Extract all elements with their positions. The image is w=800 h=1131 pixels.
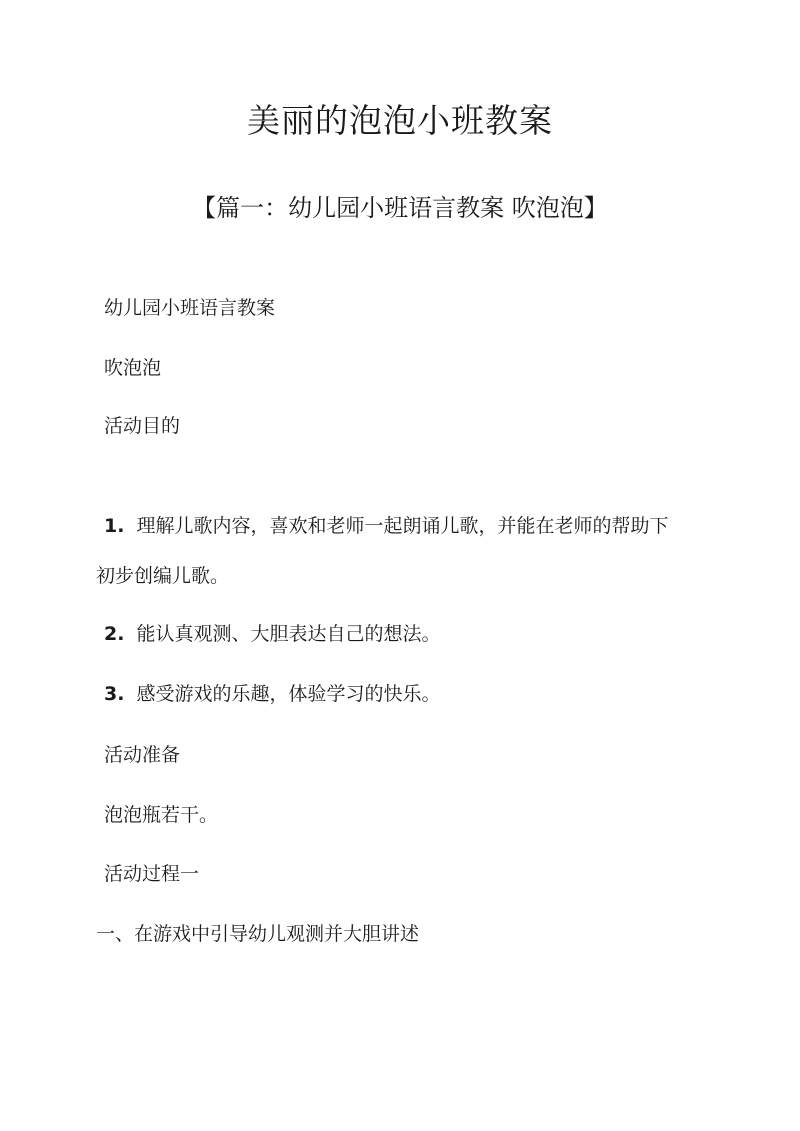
goal-item-3 (104, 680, 440, 708)
goal-text-2: 能认真观测、大胆表达自己的想法。 (136, 623, 441, 645)
paragraph-lesson-name: 幼儿园小班语言教案 (104, 297, 276, 319)
goal-number-2: 2. (104, 623, 125, 645)
heading-activity-process: 活动过程一 (104, 863, 200, 885)
paragraph-topic: 吹泡泡 (104, 357, 162, 379)
paragraph-step-one: 一、在游戏中引导幼儿观测并大胆讲述 (96, 923, 420, 945)
document-subtitle: 【篇一：幼儿园小班语言教案 吹泡泡】 (192, 194, 608, 222)
goal-number-1: 1. (104, 515, 125, 537)
heading-activity-preparation: 活动准备 (104, 744, 181, 766)
document-title: 美丽的泡泡小班教案 (247, 101, 553, 140)
goal-item-1-continuation: 初步创编儿歌。 (96, 565, 230, 587)
goal-item-2 (104, 620, 440, 648)
goal-number-3: 3. (104, 683, 125, 705)
goal-text-1: 理解儿歌内容，喜欢和老师一起朗诵儿歌，并能在老师的帮助下 (136, 515, 669, 537)
paragraph-materials: 泡泡瓶若干。 (104, 804, 219, 826)
goal-item-1 (104, 512, 668, 540)
goal-text-3: 感受游戏的乐趣，体验学习的快乐。 (136, 683, 441, 705)
heading-activity-goals: 活动目的 (104, 415, 181, 437)
